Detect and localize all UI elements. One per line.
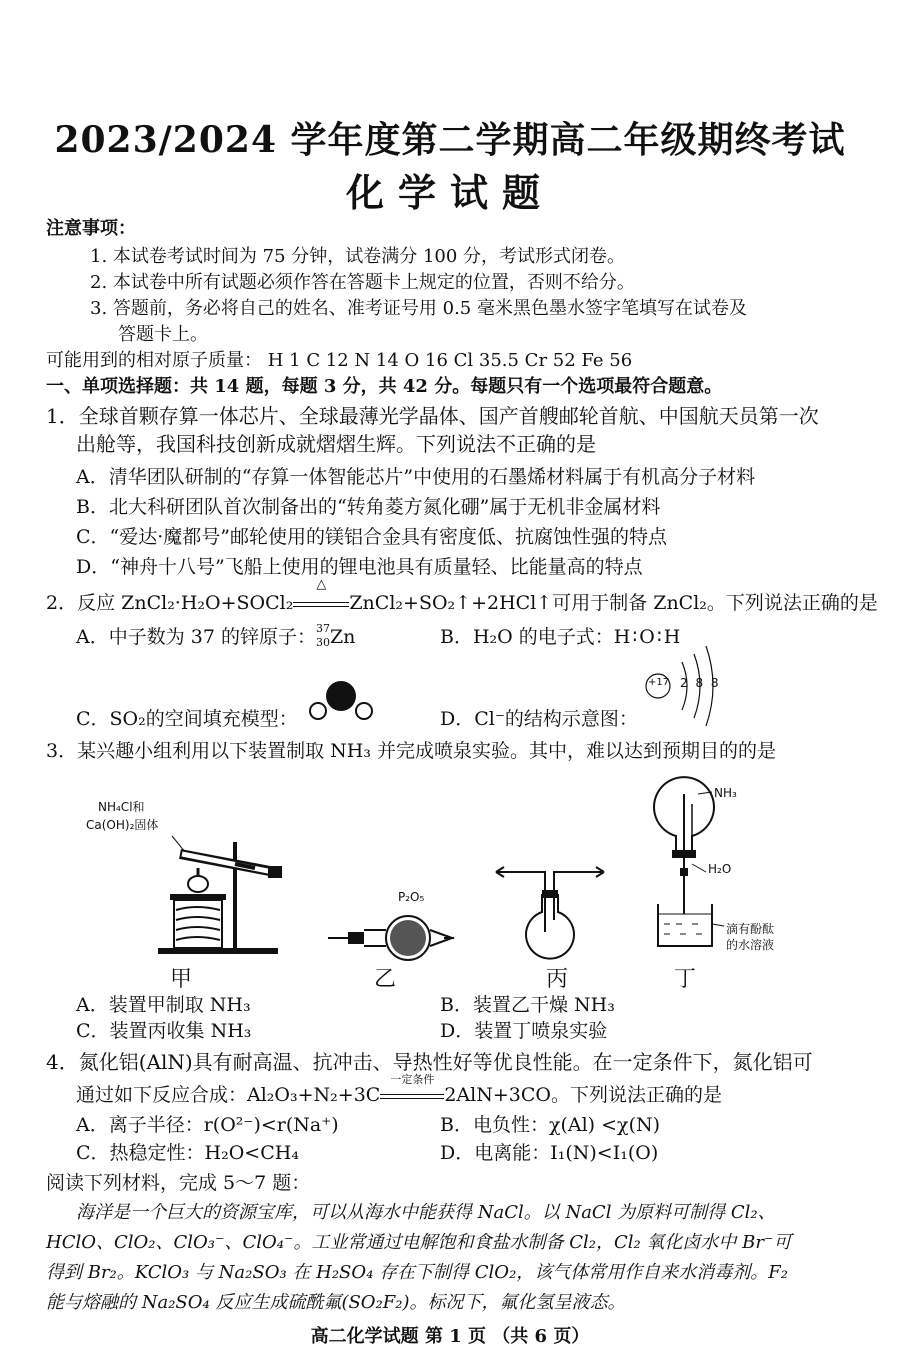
q1-option-c: C．“爱达·魔都号”邮轮使用的镁铝合金具有密度低、抗腐蚀性强的特点 (76, 526, 668, 548)
apparatus-yi (326, 908, 456, 964)
notice-item-2: 2. 本试卷中所有试题必须作答在答题卡上规定的位置，否则不给分。 (90, 272, 635, 293)
q2-atomic-number: 30 (315, 636, 330, 649)
atomic-masses: 可能用到的相对原子质量： H 1 C 12 N 14 O 16 Cl 35.5 Cr 52 Fe 56 (46, 350, 633, 371)
caption-ding: 丁 (674, 967, 697, 992)
q2-option-b-text: B．H₂O 的电子式： (440, 626, 614, 648)
yi-reagent-label: P₂O₅ (398, 890, 425, 904)
q3-option-c: C．装置丙收集 NH₃ (76, 1020, 252, 1042)
q4-option-d: D．电离能：I₁(N)<I₁(O) (440, 1142, 659, 1164)
jia-reagent-label-2: Ca(OH)₂固体 (86, 818, 159, 832)
q2-option-a (76, 622, 355, 649)
q2-eq-condition: △ (316, 577, 327, 592)
q1-stem-line2: 出舱等，我国科技创新成就熠熠生辉。下列说法不正确的是 (76, 432, 596, 456)
q2-eq-right: ZnCl₂+SO₂↑+2HCl↑ (349, 592, 553, 614)
q2-mass-number: 37 (315, 622, 330, 635)
q4-stem-line2 (76, 1073, 722, 1107)
jia-reagent-label-1: NH₄Cl和 (98, 800, 145, 814)
q1-option-d: D．“神舟十八号”飞船上使用的锂电池具有质量轻、比能量高的特点 (76, 556, 643, 578)
q1-option-b: B．北大科研团队首次制备出的“转角菱方氮化硼”属于无机非金属材料 (76, 496, 661, 518)
ding-solution-label-1: 滴有酚酞 (726, 922, 775, 936)
q2-stem (46, 577, 878, 615)
q2-option-c: C．SO₂的空间填充模型： (76, 708, 298, 730)
q4-option-c: C．热稳定性：H₂O<CH₄ (76, 1142, 299, 1164)
reading-line-2: HClO、ClO₂、ClO₃⁻、ClO₄⁻。工业常通过电解饱和食盐水制备 Cl₂，Cl₂ 氧化卤水中 Br⁻可 (46, 1232, 792, 1253)
reading-line-1: 海洋是一个巨大的资源宝库，可以从海水中能获得 NaCl。以 NaCl 为原料可制得 Cl₂、 (76, 1202, 776, 1223)
reading-intro: 阅读下列材料，完成 5～7 题： (46, 1172, 311, 1194)
q4-eq-arrow (380, 1073, 444, 1106)
cl-shell-electrons: 2 8 8 (680, 676, 721, 690)
q4-eq-left: 通过如下反应合成：Al₂O₃+N₂+3C (76, 1084, 381, 1106)
q2-option-d: D．Cl⁻的结构示意图： (440, 708, 638, 730)
notice-item-1: 1. 本试卷考试时间为 75 分钟，试卷满分 100 分，考试形式闭卷。 (90, 246, 626, 267)
caption-jia: 甲 (170, 967, 193, 992)
q3-option-a: A．装置甲制取 NH₃ (76, 994, 251, 1016)
q2-number: 2．反应 (46, 592, 122, 614)
caption-yi: 乙 (374, 967, 397, 992)
q4-option-a: A．离子半径：r(O²⁻)<r(Na⁺) (76, 1114, 339, 1136)
q3-stem: 3．某兴趣小组利用以下装置制取 NH₃ 并完成喷泉实验。其中，难以达到预期目的的是 (46, 740, 776, 762)
cl-nucleus-label: +17 (648, 677, 670, 688)
q3-option-b: B．装置乙干燥 NH₃ (440, 994, 615, 1016)
so2-space-filling-model (305, 676, 377, 724)
reading-line-4: 能与熔融的 Na₂SO₄ 反应生成硫酰氟(SO₂F₂)。标况下，氟化氢呈液态。 (46, 1292, 626, 1313)
q1-stem-line1: 1．全球首颗存算一体芯片、全球最薄光学晶体、国产首艘邮轮首航、中国航天员第一次 (46, 404, 819, 428)
caption-bing: 丙 (546, 967, 569, 992)
q2-option-a-text: A．中子数为 37 的锌原子： (76, 626, 316, 648)
q2-electron-formula: H∶O∶H (613, 626, 683, 648)
q4-option-b: B．电负性：χ(Al) <χ(N) (440, 1114, 661, 1136)
q4-eq-condition: 一定条件 (390, 1073, 435, 1086)
notice-heading: 注意事项： (46, 218, 136, 239)
q2-isotope-numbers (315, 622, 330, 649)
ding-solution-label-2: 的水溶液 (726, 938, 775, 952)
notice-item-3-cont: 答题卡上。 (118, 324, 208, 345)
apparatus-bing (490, 860, 610, 964)
q3-option-d: D．装置丁喷泉实验 (440, 1020, 608, 1042)
page-footer: 高二化学试题 第 1 页 （共 6 页） (310, 1326, 590, 1347)
q2-eq-arrow (293, 577, 349, 614)
q4-stem-line1: 4．氮化铝(AlN)具有耐高温、抗冲击、导热性好等优良性能。在一定条件下，氮化铝可 (46, 1050, 813, 1074)
ding-gas-label: NH₃ (714, 786, 737, 800)
apparatus-jia (150, 828, 300, 956)
exam-title: 2023/2024 学年度第二学期高二年级期终考试 (54, 119, 846, 161)
section-1-heading: 一、单项选择题：共 14 题，每题 3 分，共 42 分。每题只有一个选项最符合题意。 (46, 376, 723, 397)
q2-eq-left: ZnCl₂·H₂O+SOCl₂ (121, 592, 294, 614)
notice-item-3: 3. 答题前，务必将自己的姓名、准考证号用 0.5 毫米黑色墨水签字笔填写在试卷及 (90, 298, 747, 319)
q2-isotope-symbol: Zn (329, 626, 356, 648)
q4-eq-right: 2AlN+3CO。下列说法正确的是 (444, 1084, 722, 1106)
subject-title: 化学试题 (345, 170, 554, 215)
ding-water-label: H₂O (708, 862, 732, 876)
q1-option-a: A．清华团队研制的“存算一体智能芯片”中使用的石墨烯材料属于有机高分子材料 (76, 466, 756, 488)
reading-line-3: 得到 Br₂。KClO₃ 与 Na₂SO₃ 在 H₂SO₄ 存在下制得 ClO₂，该气体常用作自来水消毒剂。F₂ (46, 1262, 788, 1283)
q2-eq-tail: 可用于制备 ZnCl₂。下列说法正确的是 (552, 592, 878, 614)
